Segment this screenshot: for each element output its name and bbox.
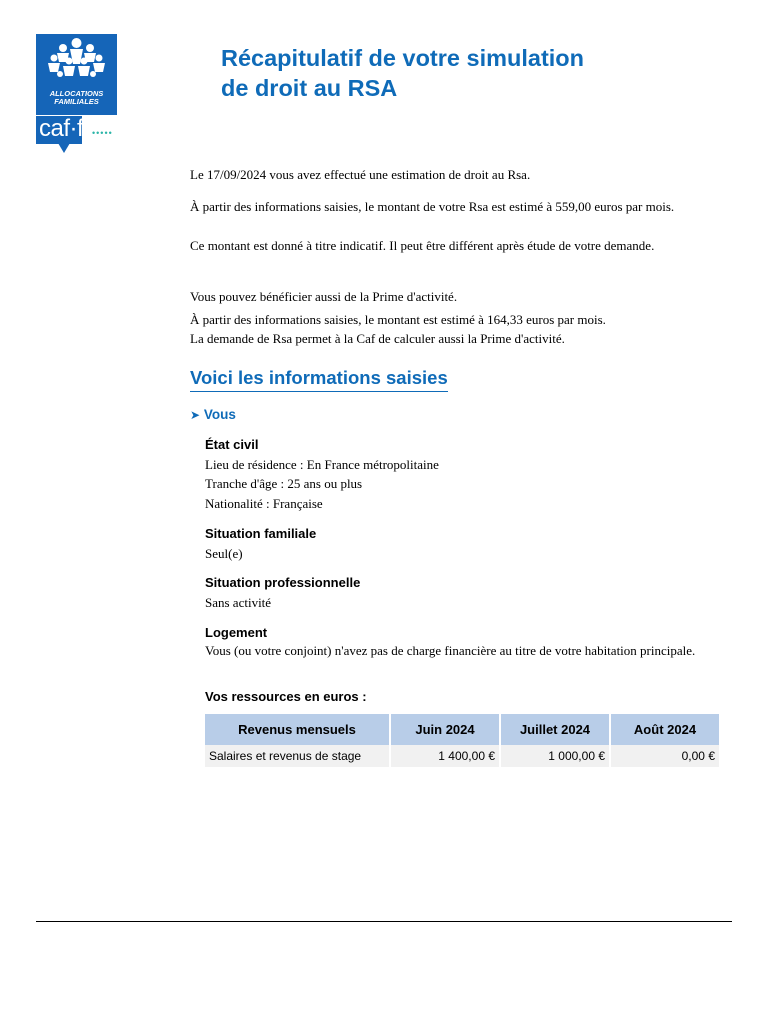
- situation-pro-heading: Situation professionnelle: [205, 575, 361, 590]
- caf-fr-text: caf·fr: [39, 115, 91, 142]
- section-title: Voici les informations saisies: [190, 366, 448, 392]
- logo-text-line2: FAMILIALES: [54, 97, 99, 106]
- cell-aout: 0,00 €: [611, 745, 719, 767]
- ressources-table-header-row: [205, 714, 719, 745]
- situation-familiale-block: [205, 524, 698, 563]
- situation-pro-value: Sans activité: [205, 594, 272, 610]
- caf-fr-badge-tail: [58, 143, 70, 153]
- col-revenus-mensuels: Revenus mensuels: [205, 714, 389, 745]
- prime-activite-paragraph: Vous pouvez bénéficier aussi de la Prime d'activité.: [190, 289, 458, 304]
- family-figures-icon: [36, 34, 117, 94]
- allocations-familiales-logo: [36, 34, 117, 115]
- caf-calc-paragraph: La demande de Rsa permet à la Caf de calculer aussi la Prime d'activité.: [190, 331, 565, 346]
- age-line: Tranche d'âge : 25 ans ou plus: [205, 476, 363, 491]
- vous-heading: [190, 407, 236, 422]
- logement-value: Vous (ou votre conjoint) n'avez pas de charge financière au titre de votre habitation principale.: [205, 642, 696, 658]
- caf-logo: [36, 34, 118, 115]
- rsa-amount-paragraph: À partir des informations saisies, le montant de votre Rsa est estimé à 559,00 euros par mois.: [190, 199, 675, 214]
- nationality-line: Nationalité : Française: [205, 495, 323, 511]
- arrow-right-icon: ➤: [190, 408, 201, 422]
- footer-divider: [36, 921, 732, 922]
- col-aout-2024: Août 2024: [611, 714, 719, 745]
- page-title-line1: Récapitulatif de votre simulation: [221, 45, 585, 71]
- intro-date-paragraph: Le 17/09/2024 vous avez effectué une estimation de droit au Rsa.: [190, 167, 531, 182]
- vous-label: Vous: [203, 407, 236, 422]
- etat-civil-block: [205, 435, 698, 513]
- etat-civil-heading: État civil: [205, 437, 259, 452]
- logement-heading: Logement: [205, 625, 268, 640]
- page-title-line2: de droit au RSA: [221, 75, 398, 101]
- situation-familiale-value: Seul(e): [205, 545, 243, 561]
- cell-juillet: 1 000,00 €: [501, 745, 609, 767]
- situation-pro-block: [205, 573, 698, 612]
- col-juin-2024: Juin 2024: [391, 714, 499, 745]
- col-juillet-2024: Juillet 2024: [501, 714, 609, 745]
- logo-text-line1: ALLOCATIONS: [49, 89, 104, 98]
- indicative-paragraph: Ce montant est donné à titre indicatif. Il peut être différent après étude de votre demande.: [190, 238, 655, 253]
- ressources-table: [203, 714, 721, 767]
- logement-block: [205, 623, 698, 659]
- residence-line: Lieu de résidence : En France métropolitaine: [205, 456, 439, 472]
- table-row: [205, 745, 719, 767]
- caf-fr-dots: •••••: [92, 128, 113, 138]
- prime-amount-paragraph: À partir des informations saisies, le montant est estimé à 164,33 euros par mois.: [190, 312, 606, 327]
- cell-juin: 1 400,00 €: [391, 745, 499, 767]
- page-title: [221, 43, 701, 103]
- row-label: Salaires et revenus de stage: [205, 745, 389, 767]
- ressources-heading: Vos ressources en euros :: [205, 689, 367, 704]
- situation-familiale-heading: Situation familiale: [205, 526, 317, 541]
